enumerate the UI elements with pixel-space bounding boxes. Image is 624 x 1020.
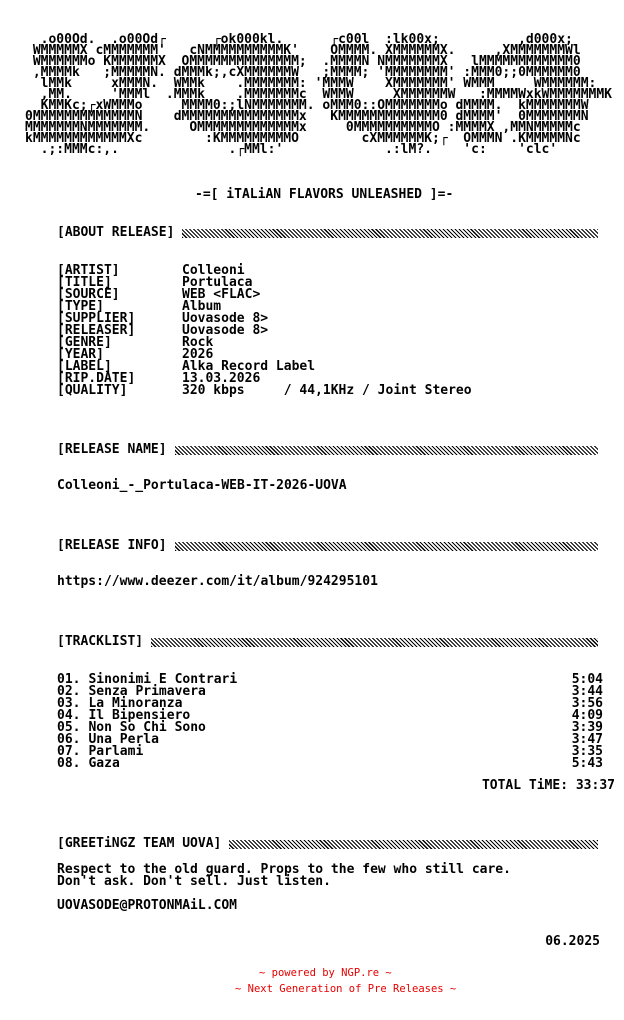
ascii-art-line: .;:MMMc:,. .┌MMl:' .:lM?. 'c: 'clc' xyxy=(25,142,558,157)
ascii-art-line: ,MMMMk ;MMMMMN. dMMMk;,cXMMMMMMW ;MMMM; 'MMMMMMMM' :MMM0;;0MMMMMM0 xyxy=(25,65,581,80)
track-duration: 5:43 xyxy=(571,756,603,771)
field-label: [QUALITY] xyxy=(57,383,128,398)
track-title: Il Bipensiero xyxy=(88,708,191,723)
about-field-row xyxy=(57,289,472,301)
track-number: 07. xyxy=(57,744,81,759)
track-title: Parlami xyxy=(88,744,144,759)
track-title: La Minoranza xyxy=(88,696,183,711)
greeting-line: Don't ask. Don't sell. Just listen. xyxy=(57,874,331,889)
section-header-greetings xyxy=(57,838,598,850)
track-row xyxy=(57,758,603,770)
field-value: 2026 xyxy=(182,347,214,362)
ascii-art-line: MMMMMMMNMMMMMMM. OMMMMMMMMMMMMMx 0MMMMMMMMMMO :MMMMX ,MMNMMMMMc xyxy=(25,120,581,135)
contact-email: UOVASODE@PROTONMAiL.COM xyxy=(57,898,238,913)
track-duration: 4:09 xyxy=(571,708,603,723)
ascii-art-logo xyxy=(25,34,612,155)
hatch-bar xyxy=(175,542,598,551)
field-value: 13.03.2026 xyxy=(182,371,261,386)
about-release-fields xyxy=(57,265,472,397)
ascii-art-line: ,MM. 'MMMl .MMMk .MMMMMMMc WMMW XMMMMMMW :MMMMWxkWMMMMMMMK xyxy=(25,87,612,102)
release-month: 06.2025 xyxy=(545,934,600,949)
footer-powered-by: ~ powered by NGP.re ~ xyxy=(259,967,392,979)
track-duration: 3:39 xyxy=(571,720,603,735)
field-value: 320 kbps / 44,1KHz / Joint Stereo xyxy=(182,383,472,398)
track-duration: 5:04 xyxy=(571,672,603,687)
track-number: 05. xyxy=(57,720,81,735)
hatch-bar xyxy=(151,638,598,647)
section-title: [GREETiNGZ TEAM UOVA] xyxy=(57,836,222,851)
greeting-line: Respect to the old guard. Props to the few who still care. xyxy=(57,862,511,877)
ascii-art-line: KMMKc;┌xWMMMo MMMM0:;lNMMMMMMM. oMMM0::OMMMMMMMo dMMMM. kMMMMMMMW xyxy=(25,98,589,113)
field-label: [GENRE] xyxy=(57,335,112,350)
hatch-bar xyxy=(182,229,598,238)
section-header-release-name xyxy=(57,444,598,456)
hatch-bar xyxy=(229,840,598,849)
field-label: [RIP.DATE] xyxy=(57,371,136,386)
release-url[interactable]: https://www.deezer.com/it/album/924295101 xyxy=(57,574,378,589)
track-number: 01. xyxy=(57,672,81,687)
track-duration: 3:35 xyxy=(571,744,603,759)
tracklist xyxy=(57,674,603,770)
ascii-art-line: WMMMMMX cMMMMMMM' cNMMMMMMMMMMK' OMMMM. XMMMMMMX. ,XMMMMMMMWl xyxy=(25,43,581,58)
field-label: [LABEL] xyxy=(57,359,112,374)
field-value: WEB <FLAC> xyxy=(182,287,261,302)
section-header-about-release xyxy=(57,227,598,239)
ascii-art-line: 0MMMMMMMMMMMMMN dMMMMMMMMMMMMMMMx KMMMMMMMMMMMMM0 dMMMM' 0MMMMMMMN xyxy=(25,109,589,124)
track-row xyxy=(57,746,603,758)
field-value: Portulaca xyxy=(182,275,253,290)
track-title: Gaza xyxy=(88,756,120,771)
ascii-art-line: kMMMMMMMMMMMMXc :KMMMMMMMMMO cXMMMMMMK;┌ OMMMN .KMMMMMNc xyxy=(25,131,581,146)
section-title: [RELEASE INFO] xyxy=(57,538,167,553)
field-value: Uovasode 8> xyxy=(182,311,269,326)
field-label: [RELEASER] xyxy=(57,323,136,338)
greetings-text xyxy=(57,864,511,888)
track-duration: 3:47 xyxy=(571,732,603,747)
track-title: Non So Chi Sono xyxy=(88,720,206,735)
section-header-release-info xyxy=(57,540,598,552)
field-value: Alka Record Label xyxy=(182,359,316,374)
ascii-art-line: WMMMMMMo KMMMMMMX OMMMMMMMMMMMMMM; .MMMMN NMMMMMMMX lMMMMMMMMMMMM0 xyxy=(25,54,581,69)
about-field-row xyxy=(57,337,472,349)
field-label: [SUPPLIER] xyxy=(57,311,136,326)
hatch-bar xyxy=(175,446,598,455)
section-title: [ABOUT RELEASE] xyxy=(57,225,175,240)
track-title: Senza Primavera xyxy=(88,684,206,699)
section-header-tracklist xyxy=(57,636,598,648)
field-value: Uovasode 8> xyxy=(182,323,269,338)
tagline: -=[ iTALiAN FLAVORS UNLEASHED ]=- xyxy=(195,187,454,202)
track-number: 02. xyxy=(57,684,81,699)
track-duration: 3:56 xyxy=(571,696,603,711)
ascii-art-line: lMMk xMMMN. WMMk .MMMMMMM: 'MMMW XMMMMMMM' WMMM WMMMMMM: xyxy=(25,76,597,91)
section-title: [TRACKLIST] xyxy=(57,634,144,649)
track-duration: 3:44 xyxy=(571,684,603,699)
ascii-art-line: .o00Od. .o00Od┌ ┌ok000kl. ┌c00l :lk00x; ,d000x; xyxy=(25,32,573,47)
release-name-text: Colleoni_-_Portulaca-WEB-IT-2026-UOVA xyxy=(57,478,347,493)
field-value: Album xyxy=(182,299,222,314)
section-title: [RELEASE NAME] xyxy=(57,442,167,457)
field-value: Colleoni xyxy=(182,263,245,278)
field-label: [TITLE] xyxy=(57,275,112,290)
total-time: TOTAL TiME: 33:37 xyxy=(481,778,615,793)
track-number: 08. xyxy=(57,756,81,771)
field-label: [SOURCE] xyxy=(57,287,120,302)
field-label: [YEAR] xyxy=(57,347,104,362)
track-number: 03. xyxy=(57,696,81,711)
about-field-row xyxy=(57,325,472,337)
about-field-row xyxy=(57,265,472,277)
track-number: 06. xyxy=(57,732,81,747)
field-label: [TYPE] xyxy=(57,299,104,314)
about-field-row xyxy=(57,385,472,397)
field-value: Rock xyxy=(182,335,214,350)
track-title: Una Perla xyxy=(88,732,159,747)
field-label: [ARTIST] xyxy=(57,263,120,278)
track-title: Sinonimi E Contrari xyxy=(88,672,238,687)
footer-slogan: ~ Next Generation of Pre Releases ~ xyxy=(235,983,457,995)
track-number: 04. xyxy=(57,708,81,723)
